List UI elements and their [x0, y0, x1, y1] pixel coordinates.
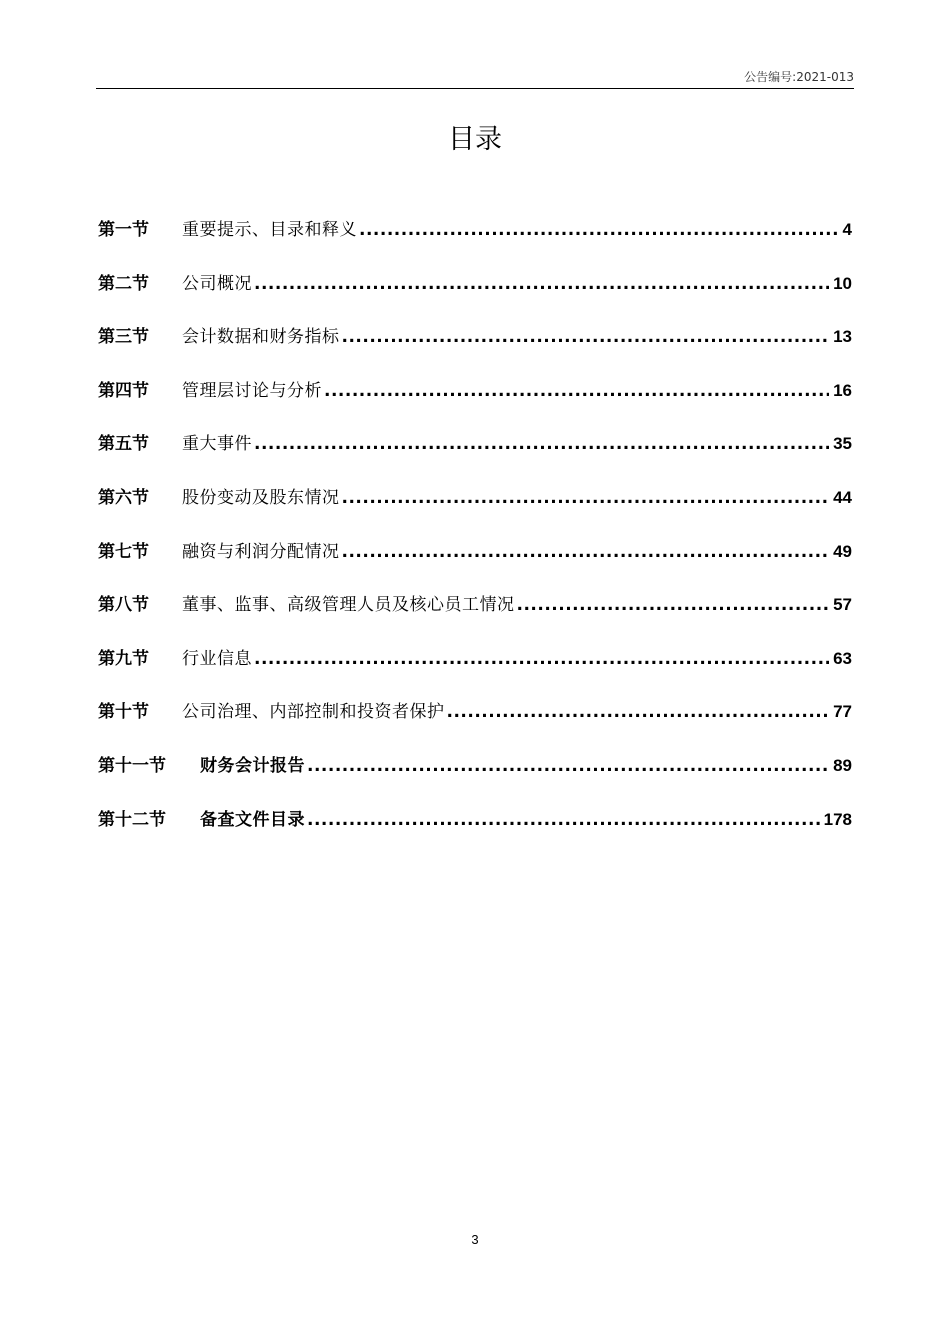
toc-section-label: 第九节 — [98, 648, 149, 669]
toc-entry[interactable] — [98, 482, 852, 536]
toc-entry-title: 行业信息 — [182, 648, 252, 669]
toc-section-label: 第四节 — [98, 380, 149, 401]
header-divider — [96, 88, 854, 89]
toc-page-number: 89 — [833, 755, 852, 775]
toc-entry[interactable] — [98, 804, 852, 858]
toc-entry-title: 财务会计报告 — [200, 755, 305, 776]
toc-page-number: 10 — [833, 273, 852, 293]
toc-entry-title: 董事、监事、高级管理人员及核心员工情况 — [182, 595, 515, 616]
toc-page-number: 63 — [833, 648, 852, 668]
toc-section-label: 第五节 — [98, 434, 149, 455]
table-of-contents — [98, 214, 852, 857]
toc-section-label: 第十二节 — [98, 809, 166, 830]
dot-leader — [254, 268, 829, 300]
toc-page-number: 49 — [833, 541, 852, 561]
toc-section-label: 第七节 — [98, 541, 149, 562]
toc-entry[interactable] — [98, 536, 852, 590]
toc-page-number: 35 — [833, 434, 852, 454]
toc-entry-title: 备查文件目录 — [200, 809, 305, 830]
toc-entry[interactable] — [98, 643, 852, 697]
toc-entry-title: 公司概况 — [182, 273, 252, 294]
toc-section-label: 第六节 — [98, 487, 149, 508]
toc-entry[interactable] — [98, 428, 852, 482]
dot-leader — [254, 428, 829, 460]
page-number: 3 — [471, 1232, 479, 1247]
toc-page-number: 44 — [833, 487, 852, 507]
toc-section-label: 第三节 — [98, 327, 149, 348]
toc-entry[interactable] — [98, 750, 852, 804]
toc-entry[interactable] — [98, 268, 852, 322]
dot-leader — [254, 643, 829, 675]
toc-section-label: 第一节 — [98, 220, 149, 240]
toc-entry-title: 公司治理、内部控制和投资者保护 — [182, 702, 445, 723]
toc-entry-title: 重要提示、目录和释义 — [182, 220, 357, 240]
toc-section-label: 第八节 — [98, 595, 149, 616]
announcement-code: 公告编号:2021-013 — [744, 70, 854, 84]
toc-section-label: 第二节 — [98, 273, 149, 294]
toc-page-number: 16 — [833, 380, 852, 400]
toc-section-label: 第十节 — [98, 702, 149, 723]
dot-leader — [447, 696, 830, 728]
toc-entry[interactable] — [98, 321, 852, 375]
toc-page-number: 4 — [842, 220, 852, 239]
toc-entry-title: 会计数据和财务指标 — [182, 327, 340, 348]
toc-entry-title: 股份变动及股东情况 — [182, 487, 340, 508]
toc-page-number: 178 — [823, 809, 852, 829]
toc-section-label: 第十一节 — [98, 755, 166, 776]
toc-page-number: 77 — [833, 702, 852, 722]
toc-entry-title: 融资与利润分配情况 — [182, 541, 340, 562]
dot-leader — [517, 589, 830, 621]
toc-entry-title: 管理层讨论与分析 — [182, 380, 322, 401]
dot-leader — [324, 375, 829, 407]
toc-entry[interactable] — [98, 589, 852, 643]
toc-page-number: 57 — [833, 595, 852, 615]
dot-leader — [342, 321, 830, 353]
dot-leader — [307, 750, 829, 782]
toc-entry[interactable] — [98, 375, 852, 429]
dot-leader — [307, 804, 820, 836]
dot-leader — [342, 536, 830, 568]
toc-entry[interactable] — [98, 696, 852, 750]
toc-entry[interactable] — [98, 214, 852, 268]
toc-entry-title: 重大事件 — [182, 434, 252, 455]
page-title: 目录 — [448, 124, 502, 155]
dot-leader — [359, 214, 839, 246]
toc-page-number: 13 — [833, 327, 852, 347]
dot-leader — [342, 482, 830, 514]
